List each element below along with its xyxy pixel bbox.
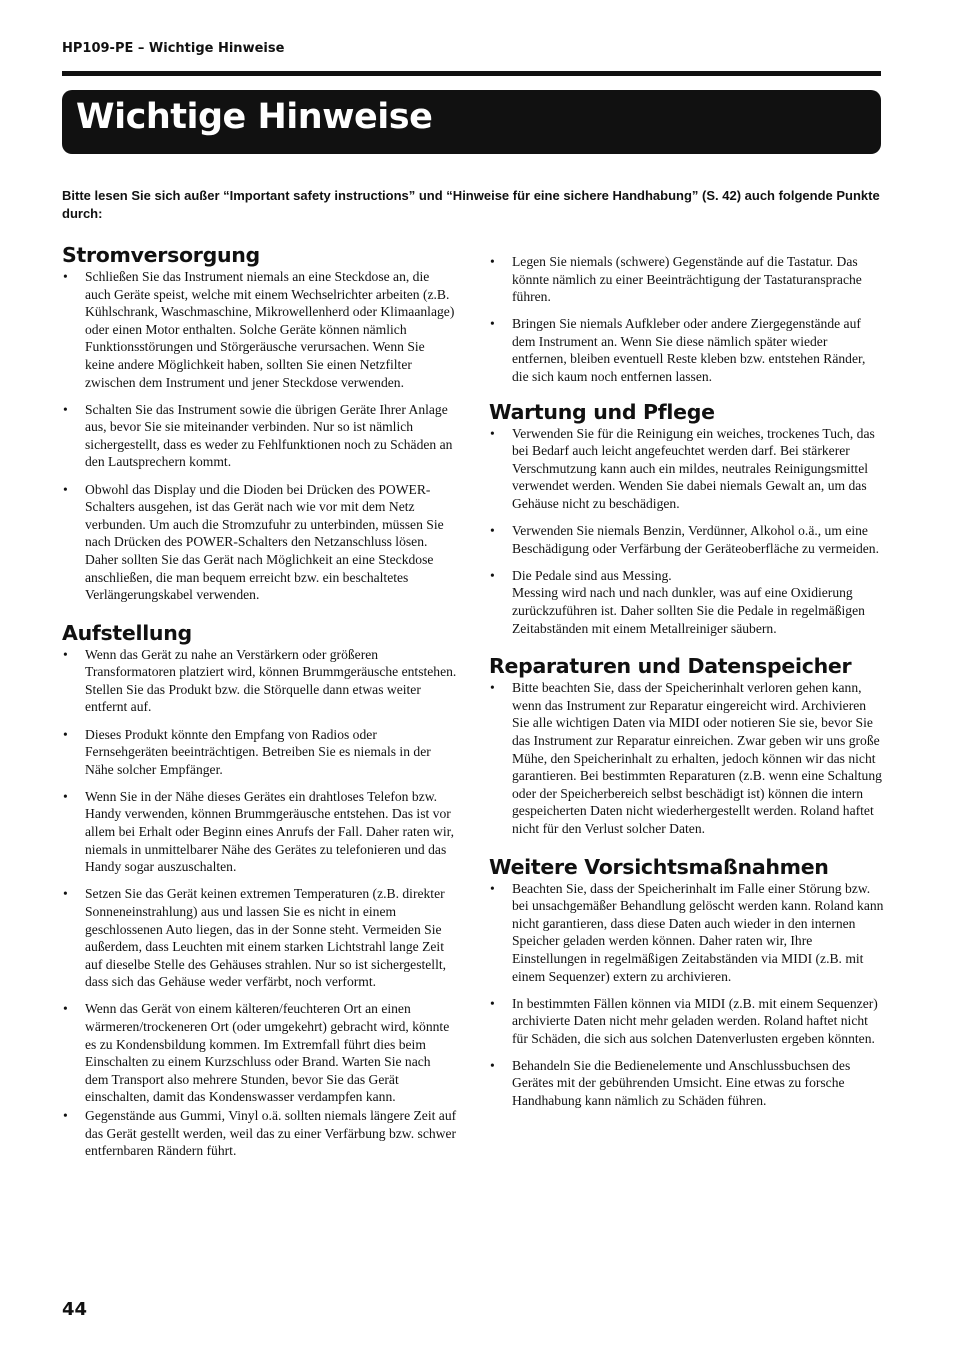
bullet-list	[489, 425, 884, 638]
running-head: HP109-PE – Wichtige Hinweise	[62, 41, 285, 56]
left-column	[62, 243, 457, 1177]
section-reparaturen	[489, 654, 884, 837]
page-number: 44	[62, 1299, 88, 1320]
header-rule	[62, 71, 881, 76]
section-heading: Reparaturen und Datenspeicher	[489, 654, 852, 679]
section-aufstellung-cont	[489, 253, 884, 386]
bullet-list	[62, 268, 457, 604]
bullet-list	[489, 253, 884, 386]
list-item: • Gegenstände aus Gummi, Vinyl o.ä. sollten niemals längere Zeit auf das Gerät gestellt werden, weil das zu einer Verfärbung bzw. schwer entfernbaren Rändern führt.	[62, 1107, 457, 1160]
page-title: Wichtige Hinweise	[76, 97, 433, 137]
list-item: • In bestimmten Fällen können via MIDI (z.B. mit einem Sequenzer) archivierte Daten nicht mehr geladen werden. Roland haftet nicht für Schäden, die sich aus solchen Datenverlusten ergeben könnten.	[489, 995, 884, 1048]
intro-text: Bitte lesen Sie sich außer “Important safety instructions” und “Hinweise für eine sichere Handhabung” (S. 42) auch folgende Punkte durch:	[62, 188, 880, 221]
list-item: • Bitte beachten Sie, dass der Speicherinhalt verloren gehen kann, wenn das Instrument zur Reparatur eingereicht wird. Archivieren Sie alle wichtigen Daten via MIDI oder notieren Sie sie, bevor Sie das Instrument zur Reparatur einreichen. Zwar geben wir uns große Mühe, den Speicherinhalt zu erhalten, jedoch können wir das nicht garantieren. Bei bestimmten Reparaturen (z.B. wenn eine Schaltung oder der Speicherbereich selbst beschädigt ist) können die intern gespeicherten Daten nicht wiederhergestellt werden. Roland haftet nicht für den Verlust solcher Daten.	[489, 679, 884, 837]
list-item: • Behandeln Sie die Bedienelemente und Anschlussbuchsen des Gerätes mit der gebührenden Umsicht. Eine etwas zu forsche Handhabung kann nämlich zu Schäden führen.	[489, 1057, 884, 1110]
section-heading: Wartung und Pflege	[489, 399, 715, 424]
list-item: • Verwenden Sie niemals Benzin, Verdünner, Alkohol o.ä., um eine Beschädigung oder Verfärbung der Geräteoberfläche zu vermeiden.	[489, 522, 884, 557]
section-heading: Weitere Vorsichtsmaßnahmen	[489, 854, 829, 879]
section-heading: Stromversorgung	[62, 243, 260, 267]
list-item: • Schalten Sie das Instrument sowie die übrigen Geräte Ihrer Anlage aus, bevor Sie sie miteinander verbinden. Nur so ist nämlich sichergestellt, dass es weder zu Fehlfunktionen noch zu Schäden an den Lautsprechern kommt.	[62, 401, 457, 471]
list-item: • Dieses Produkt könnte den Empfang von Radios oder Fernsehgeräten beeinträchtigen. Betreiben Sie es niemals in der Nähe solcher Empfänger.	[62, 726, 457, 779]
list-item: • Obwohl das Display und die Dioden bei Drücken des POWER-Schalters ausgehen, ist das Gerät nach wie vor mit dem Netz verbunden. Um auch die Stromzufuhr zu unterbinden, müssen Sie nach Drücken des POWER-Schalters den Netzanschluss lösen. Daher sollten Sie das Gerät nach Möglichkeit an eine Steckdose anschließen, die man bequem erreicht bzw. ein beschaltetes Verlängerungskabel verwenden.	[62, 481, 457, 604]
bullet-list	[489, 880, 884, 1110]
section-aufstellung	[62, 621, 457, 1160]
list-item: • Setzen Sie das Gerät keinen extremen Temperaturen (z.B. direkter Sonneneinstrahlung) aus und lassen Sie es nicht in einem geschlossenen Auto liegen, das in der Sonne steht. Vermeiden Sie außerdem, dass Leuchten mit einem starken Lichtstrahl lange Zeit auf dieselbe Stelle des Gehäuses strahlen. Nur so ist sichergestellt, dass sich das Gehäuse weder verfärbt, noch verformt.	[62, 885, 457, 991]
list-item-line: Messing wird nach und nach dunkler, was auf eine Oxidierung zurückzuführen ist. Daher sollten Sie die Pedale in regelmäßigen Zeitabständen mit einem Metallreiniger säubern.	[512, 585, 865, 636]
list-item: • Schließen Sie das Instrument niemals an eine Steckdose an, die auch Geräte speist, welche mit einem Wechselrichter arbeiten (z.B. Kühlschrank, Waschmaschine, Mikrowellenherd oder Klimaanlage) oder einen Motor enthalten. Solche Geräte können nämlich Funktionsstörungen und Störgeräusche verursachen. Wenn Sie keine andere Möglichkeit haben, sollten Sie einen Netzfilter zwischen dem Instrument und jener Steckdose verwenden.	[62, 268, 457, 391]
list-item: • Wenn Sie in der Nähe dieses Gerätes ein drahtloses Telefon bzw. Handy verwenden, können Brummgeräusche entstehen. Das ist vor allem bei Erhalt oder Beginn eines Anrufs der Fall. Daher raten wir, niemals in unmittelbarer Nähe des Gerätes zu telefonieren und das Handy sogar auszuschalten.	[62, 788, 457, 876]
section-wartung	[489, 400, 884, 638]
list-item-line: Die Pedale sind aus Messing.	[512, 567, 672, 583]
list-item: • Wenn das Gerät zu nahe an Verstärkern oder größeren Transformatoren platziert wird, können Brummgeräusche entstehen. Stellen Sie das Produkt bzw. die Störquelle dann etwas weiter entfernt auf.	[62, 646, 457, 716]
right-column	[489, 253, 884, 1127]
section-stromversorgung	[62, 243, 457, 604]
bullet-list	[489, 679, 884, 837]
section-heading: Aufstellung	[62, 620, 192, 645]
list-item: • Bringen Sie niemals Aufkleber oder andere Ziergegenstände auf dem Instrument an. Wenn Sie diese nämlich später wieder entfernen, bleiben eventuell Reste kleben bzw. entstehen Ränder, die sich kaum noch entfernen lassen.	[489, 315, 884, 385]
list-item	[489, 567, 884, 637]
list-item: • Verwenden Sie für die Reinigung ein weiches, trockenes Tuch, das bei Bedarf auch leicht angefeuchtet werden darf. Bei stärkerer Verschmutzung kann auch ein mildes, neutrales Reinigungsmittel verwendet werden. Wenden Sie dabei niemals Gewalt an, um das Gehäuse nicht zu beschädigen.	[489, 425, 884, 513]
list-item: • Wenn das Gerät von einem kälteren/feuchteren Ort an einen wärmeren/trockeneren Ort (oder umgekehrt) gebracht wird, könnte es zu Kondensbildung kommen. Im Extremfall führt dies beim Einschalten zu einem Kurzschluss oder Brand. Warten Sie nach dem Transport also mehrere Stunden, bevor Sie das Gerät einschalten, damit das Kondenswasser verdampfen kann.	[62, 1000, 457, 1106]
section-weitere	[489, 855, 884, 1110]
list-item: • Legen Sie niemals (schwere) Gegenstände auf die Tastatur. Das könnte nämlich zu einer Beeinträchtigung der Tastaturansprache führen.	[489, 253, 884, 306]
list-item: • Beachten Sie, dass der Speicherinhalt im Falle einer Störung bzw. bei unsachgemäßer Behandlung gelöscht werden kann. Roland kann nicht garantieren, dass diese Daten auch wieder in den internen Speicher geladen werden können. Daher raten wir, Ihre Einstellungen in regelmäßigen Zeitabständen via MIDI (z.B. mit einem Sequenzer) extern zu archivieren.	[489, 880, 884, 986]
title-bar	[62, 90, 881, 154]
bullet-list	[62, 646, 457, 1160]
